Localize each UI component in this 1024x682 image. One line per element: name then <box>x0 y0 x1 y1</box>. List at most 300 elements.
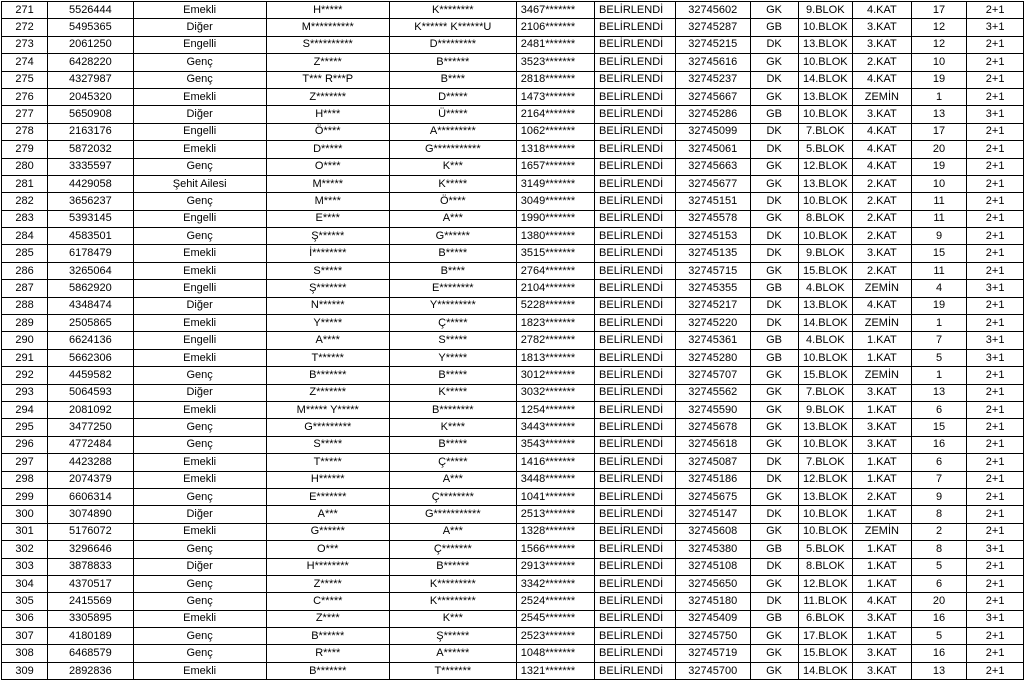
block-cell: 13.BLOK <box>798 488 852 505</box>
id-number-cell: 3543******* <box>516 436 594 453</box>
table-row <box>2 54 1024 71</box>
block-type-cell: GK <box>750 645 798 662</box>
row-number-cell: 276 <box>2 88 48 105</box>
unit-code-cell: 32745608 <box>675 523 750 540</box>
block-type-cell: DK <box>750 593 798 610</box>
last-name-cell: A********* <box>389 123 516 140</box>
block-type-cell: GK <box>750 158 798 175</box>
floor-cell: 2.KAT <box>852 262 911 279</box>
apartment-number-cell: 16 <box>911 436 966 453</box>
row-number-cell: 279 <box>2 141 48 158</box>
block-cell: 5.BLOK <box>798 141 852 158</box>
status-cell: BELİRLENDİ <box>595 558 676 575</box>
last-name-cell: B***** <box>389 436 516 453</box>
status-cell: BELİRLENDİ <box>595 662 676 679</box>
floor-cell: 3.KAT <box>852 36 911 53</box>
category-cell: Emekli <box>133 662 266 679</box>
floor-cell: ZEMİN <box>852 367 911 384</box>
room-type-cell: 2+1 <box>967 141 1024 158</box>
last-name-cell: K******** <box>389 2 516 19</box>
applicant-id-cell: 2415569 <box>48 593 134 610</box>
block-type-cell: GK <box>750 2 798 19</box>
floor-cell: 2.KAT <box>852 228 911 245</box>
last-name-cell: Ü***** <box>389 106 516 123</box>
category-cell: Genç <box>133 593 266 610</box>
unit-code-cell: 32745719 <box>675 645 750 662</box>
block-cell: 15.BLOK <box>798 262 852 279</box>
id-number-cell: 3515******* <box>516 245 594 262</box>
block-type-cell: GB <box>750 610 798 627</box>
apartment-number-cell: 15 <box>911 245 966 262</box>
floor-cell: 2.KAT <box>852 488 911 505</box>
id-number-cell: 2524******* <box>516 593 594 610</box>
block-cell: 9.BLOK <box>798 245 852 262</box>
block-cell: 10.BLOK <box>798 19 852 36</box>
block-type-cell: GB <box>750 541 798 558</box>
unit-code-cell: 32745186 <box>675 471 750 488</box>
category-cell: Diğer <box>133 297 266 314</box>
status-cell: BELİRLENDİ <box>595 628 676 645</box>
row-number-cell: 292 <box>2 367 48 384</box>
row-number-cell: 302 <box>2 541 48 558</box>
room-type-cell: 2+1 <box>967 628 1024 645</box>
floor-cell: ZEMİN <box>852 88 911 105</box>
applicant-id-cell: 5650908 <box>48 106 134 123</box>
block-cell: 10.BLOK <box>798 228 852 245</box>
applicant-id-cell: 3265064 <box>48 262 134 279</box>
room-type-cell: 2+1 <box>967 488 1024 505</box>
block-type-cell: DK <box>750 123 798 140</box>
first-name-cell: H****** <box>266 471 389 488</box>
first-name-cell: E**** <box>266 210 389 227</box>
category-cell: Genç <box>133 541 266 558</box>
row-number-cell: 290 <box>2 332 48 349</box>
applicant-id-cell: 5393145 <box>48 210 134 227</box>
floor-cell: 3.KAT <box>852 645 911 662</box>
first-name-cell: Ö**** <box>266 123 389 140</box>
apartment-number-cell: 8 <box>911 541 966 558</box>
id-number-cell: 1473******* <box>516 88 594 105</box>
floor-cell: 1.KAT <box>852 506 911 523</box>
block-cell: 10.BLOK <box>798 106 852 123</box>
block-cell: 12.BLOK <box>798 471 852 488</box>
block-cell: 9.BLOK <box>798 401 852 418</box>
row-number-cell: 299 <box>2 488 48 505</box>
floor-cell: 3.KAT <box>852 419 911 436</box>
apartment-number-cell: 17 <box>911 123 966 140</box>
apartment-number-cell: 5 <box>911 558 966 575</box>
table-row <box>2 193 1024 210</box>
last-name-cell: K**** <box>389 419 516 436</box>
status-cell: BELİRLENDİ <box>595 471 676 488</box>
row-number-cell: 303 <box>2 558 48 575</box>
room-type-cell: 2+1 <box>967 193 1024 210</box>
row-number-cell: 282 <box>2 193 48 210</box>
applicant-id-cell: 4772484 <box>48 436 134 453</box>
block-type-cell: GB <box>750 349 798 366</box>
last-name-cell: B**** <box>389 262 516 279</box>
room-type-cell: 2+1 <box>967 506 1024 523</box>
apartment-number-cell: 16 <box>911 645 966 662</box>
room-type-cell: 3+1 <box>967 332 1024 349</box>
table-row <box>2 332 1024 349</box>
id-number-cell: 2164******* <box>516 106 594 123</box>
last-name-cell: B***** <box>389 367 516 384</box>
apartment-number-cell: 1 <box>911 367 966 384</box>
unit-code-cell: 32745750 <box>675 628 750 645</box>
table-row <box>2 297 1024 314</box>
block-cell: 13.BLOK <box>798 88 852 105</box>
unit-code-cell: 32745147 <box>675 506 750 523</box>
floor-cell: ZEMİN <box>852 523 911 540</box>
applicant-id-cell: 5662306 <box>48 349 134 366</box>
row-number-cell: 271 <box>2 2 48 19</box>
apartment-number-cell: 4 <box>911 280 966 297</box>
block-cell: 10.BLOK <box>798 506 852 523</box>
block-cell: 13.BLOK <box>798 36 852 53</box>
unit-code-cell: 32745153 <box>675 228 750 245</box>
apartment-number-cell: 6 <box>911 454 966 471</box>
room-type-cell: 2+1 <box>967 471 1024 488</box>
table-row <box>2 2 1024 19</box>
unit-code-cell: 32745287 <box>675 19 750 36</box>
row-number-cell: 296 <box>2 436 48 453</box>
applicant-id-cell: 2163176 <box>48 123 134 140</box>
row-number-cell: 294 <box>2 401 48 418</box>
room-type-cell: 3+1 <box>967 106 1024 123</box>
status-cell: BELİRLENDİ <box>595 88 676 105</box>
row-number-cell: 304 <box>2 575 48 592</box>
unit-code-cell: 32745286 <box>675 106 750 123</box>
floor-cell: 1.KAT <box>852 541 911 558</box>
applicant-id-cell: 2074379 <box>48 471 134 488</box>
category-cell: Genç <box>133 645 266 662</box>
applicant-id-cell: 5872032 <box>48 141 134 158</box>
row-number-cell: 287 <box>2 280 48 297</box>
status-cell: BELİRLENDİ <box>595 645 676 662</box>
row-number-cell: 280 <box>2 158 48 175</box>
id-number-cell: 3523******* <box>516 54 594 71</box>
unit-code-cell: 32745663 <box>675 158 750 175</box>
block-cell: 4.BLOK <box>798 280 852 297</box>
block-cell: 10.BLOK <box>798 54 852 71</box>
block-cell: 13.BLOK <box>798 175 852 192</box>
floor-cell: 3.KAT <box>852 436 911 453</box>
table-row <box>2 628 1024 645</box>
room-type-cell: 2+1 <box>967 419 1024 436</box>
row-number-cell: 283 <box>2 210 48 227</box>
block-type-cell: GK <box>750 523 798 540</box>
table-row <box>2 349 1024 366</box>
first-name-cell: T****** <box>266 349 389 366</box>
first-name-cell: Z******* <box>266 384 389 401</box>
row-number-cell: 286 <box>2 262 48 279</box>
block-type-cell: DK <box>750 245 798 262</box>
apartment-number-cell: 13 <box>911 106 966 123</box>
block-type-cell: GK <box>750 262 798 279</box>
id-number-cell: 3012******* <box>516 367 594 384</box>
table-row <box>2 488 1024 505</box>
block-cell: 14.BLOK <box>798 662 852 679</box>
row-number-cell: 274 <box>2 54 48 71</box>
block-cell: 14.BLOK <box>798 315 852 332</box>
id-number-cell: 1813******* <box>516 349 594 366</box>
id-number-cell: 1321******* <box>516 662 594 679</box>
category-cell: Emekli <box>133 523 266 540</box>
id-number-cell: 1416******* <box>516 454 594 471</box>
last-name-cell: Y***** <box>389 349 516 366</box>
row-number-cell: 272 <box>2 19 48 36</box>
apartment-number-cell: 1 <box>911 315 966 332</box>
block-cell: 10.BLOK <box>798 193 852 210</box>
first-name-cell: G****** <box>266 523 389 540</box>
category-cell: Engelli <box>133 280 266 297</box>
block-type-cell: GB <box>750 332 798 349</box>
id-number-cell: 2481******* <box>516 36 594 53</box>
id-number-cell: 2513******* <box>516 506 594 523</box>
first-name-cell: S********** <box>266 36 389 53</box>
block-type-cell: GB <box>750 106 798 123</box>
room-type-cell: 3+1 <box>967 349 1024 366</box>
category-cell: Emekli <box>133 262 266 279</box>
applicant-id-cell: 4423288 <box>48 454 134 471</box>
unit-code-cell: 32745151 <box>675 193 750 210</box>
unit-code-cell: 32745220 <box>675 315 750 332</box>
first-name-cell: T***** <box>266 454 389 471</box>
first-name-cell: Ş******* <box>266 280 389 297</box>
room-type-cell: 2+1 <box>967 245 1024 262</box>
unit-code-cell: 32745409 <box>675 610 750 627</box>
block-type-cell: GK <box>750 401 798 418</box>
first-name-cell: Z**** <box>266 610 389 627</box>
row-number-cell: 285 <box>2 245 48 262</box>
unit-code-cell: 32745215 <box>675 36 750 53</box>
room-type-cell: 2+1 <box>967 436 1024 453</box>
block-type-cell: DK <box>750 297 798 314</box>
status-cell: BELİRLENDİ <box>595 506 676 523</box>
id-number-cell: 2764******* <box>516 262 594 279</box>
first-name-cell: D***** <box>266 141 389 158</box>
table-row <box>2 123 1024 140</box>
room-type-cell: 3+1 <box>967 19 1024 36</box>
apartment-number-cell: 9 <box>911 488 966 505</box>
status-cell: BELİRLENDİ <box>595 123 676 140</box>
category-cell: Emekli <box>133 471 266 488</box>
category-cell: Emekli <box>133 315 266 332</box>
row-number-cell: 284 <box>2 228 48 245</box>
id-number-cell: 3032******* <box>516 384 594 401</box>
block-type-cell: DK <box>750 558 798 575</box>
status-cell: BELİRLENDİ <box>595 332 676 349</box>
floor-cell: ZEMİN <box>852 280 911 297</box>
category-cell: Emekli <box>133 2 266 19</box>
apartment-number-cell: 20 <box>911 141 966 158</box>
unit-code-cell: 32745562 <box>675 384 750 401</box>
unit-code-cell: 32745707 <box>675 367 750 384</box>
table-row <box>2 593 1024 610</box>
block-cell: 11.BLOK <box>798 593 852 610</box>
floor-cell: 1.KAT <box>852 628 911 645</box>
table-row <box>2 610 1024 627</box>
apartment-number-cell: 11 <box>911 262 966 279</box>
apartment-number-cell: 6 <box>911 575 966 592</box>
unit-code-cell: 32745677 <box>675 175 750 192</box>
block-cell: 10.BLOK <box>798 349 852 366</box>
room-type-cell: 2+1 <box>967 88 1024 105</box>
id-number-cell: 3443******* <box>516 419 594 436</box>
table-body <box>2 2 1024 680</box>
room-type-cell: 2+1 <box>967 401 1024 418</box>
unit-code-cell: 32745280 <box>675 349 750 366</box>
floor-cell: 1.KAT <box>852 558 911 575</box>
last-name-cell: T******* <box>389 662 516 679</box>
floor-cell: 3.KAT <box>852 106 911 123</box>
status-cell: BELİRLENDİ <box>595 262 676 279</box>
id-number-cell: 3049******* <box>516 193 594 210</box>
first-name-cell: M***** <box>266 175 389 192</box>
block-type-cell: DK <box>750 71 798 88</box>
last-name-cell: Ö**** <box>389 193 516 210</box>
block-type-cell: DK <box>750 315 798 332</box>
block-type-cell: GK <box>750 419 798 436</box>
floor-cell: 3.KAT <box>852 19 911 36</box>
status-cell: BELİRLENDİ <box>595 523 676 540</box>
id-number-cell: 3342******* <box>516 575 594 592</box>
first-name-cell: N****** <box>266 297 389 314</box>
status-cell: BELİRLENDİ <box>595 384 676 401</box>
block-cell: 4.BLOK <box>798 332 852 349</box>
first-name-cell: C***** <box>266 593 389 610</box>
id-number-cell: 1041******* <box>516 488 594 505</box>
last-name-cell: A*** <box>389 471 516 488</box>
block-type-cell: DK <box>750 141 798 158</box>
status-cell: BELİRLENDİ <box>595 367 676 384</box>
floor-cell: 4.KAT <box>852 158 911 175</box>
id-number-cell: 1566******* <box>516 541 594 558</box>
category-cell: Engelli <box>133 210 266 227</box>
first-name-cell: B******* <box>266 367 389 384</box>
apartment-number-cell: 11 <box>911 210 966 227</box>
id-number-cell: 2818******* <box>516 71 594 88</box>
applicant-id-cell: 2505865 <box>48 315 134 332</box>
block-cell: 10.BLOK <box>798 436 852 453</box>
apartment-number-cell: 15 <box>911 419 966 436</box>
block-type-cell: GK <box>750 210 798 227</box>
applicant-id-cell: 2892836 <box>48 662 134 679</box>
block-type-cell: GK <box>750 436 798 453</box>
allocation-table <box>1 1 1024 680</box>
floor-cell: 4.KAT <box>852 2 911 19</box>
block-type-cell: DK <box>750 228 798 245</box>
category-cell: Şehit Ailesi <box>133 175 266 192</box>
apartment-number-cell: 1 <box>911 88 966 105</box>
floor-cell: 3.KAT <box>852 245 911 262</box>
applicant-id-cell: 5862920 <box>48 280 134 297</box>
last-name-cell: K***** <box>389 175 516 192</box>
room-type-cell: 2+1 <box>967 123 1024 140</box>
table-row <box>2 228 1024 245</box>
status-cell: BELİRLENDİ <box>595 297 676 314</box>
first-name-cell: B******* <box>266 662 389 679</box>
block-cell: 15.BLOK <box>798 645 852 662</box>
unit-code-cell: 32745700 <box>675 662 750 679</box>
apartment-number-cell: 19 <box>911 71 966 88</box>
category-cell: Genç <box>133 628 266 645</box>
applicant-id-cell: 5495365 <box>48 19 134 36</box>
block-type-cell: DK <box>750 471 798 488</box>
applicant-id-cell: 3074890 <box>48 506 134 523</box>
id-number-cell: 1657******* <box>516 158 594 175</box>
category-cell: Emekli <box>133 88 266 105</box>
table-row <box>2 245 1024 262</box>
last-name-cell: A****** <box>389 645 516 662</box>
unit-code-cell: 32745361 <box>675 332 750 349</box>
first-name-cell: Z***** <box>266 54 389 71</box>
applicant-id-cell: 4429058 <box>48 175 134 192</box>
applicant-id-cell: 4180189 <box>48 628 134 645</box>
last-name-cell: K********* <box>389 575 516 592</box>
unit-code-cell: 32745087 <box>675 454 750 471</box>
first-name-cell: Ş****** <box>266 228 389 245</box>
block-cell: 13.BLOK <box>798 419 852 436</box>
unit-code-cell: 32745650 <box>675 575 750 592</box>
row-number-cell: 277 <box>2 106 48 123</box>
id-number-cell: 2545******* <box>516 610 594 627</box>
id-number-cell: 5228******* <box>516 297 594 314</box>
unit-code-cell: 32745061 <box>675 141 750 158</box>
floor-cell: 4.KAT <box>852 123 911 140</box>
unit-code-cell: 32745237 <box>675 71 750 88</box>
category-cell: Emekli <box>133 610 266 627</box>
row-number-cell: 301 <box>2 523 48 540</box>
room-type-cell: 2+1 <box>967 228 1024 245</box>
block-type-cell: GK <box>750 628 798 645</box>
id-number-cell: 2782******* <box>516 332 594 349</box>
floor-cell: ZEMİN <box>852 315 911 332</box>
row-number-cell: 273 <box>2 36 48 53</box>
first-name-cell: Z***** <box>266 575 389 592</box>
status-cell: BELİRLENDİ <box>595 158 676 175</box>
table-row <box>2 88 1024 105</box>
room-type-cell: 3+1 <box>967 280 1024 297</box>
applicant-id-cell: 5064593 <box>48 384 134 401</box>
row-number-cell: 298 <box>2 471 48 488</box>
last-name-cell: B******** <box>389 401 516 418</box>
row-number-cell: 295 <box>2 419 48 436</box>
apartment-number-cell: 2 <box>911 523 966 540</box>
id-number-cell: 2104******* <box>516 280 594 297</box>
floor-cell: 1.KAT <box>852 575 911 592</box>
last-name-cell: B***** <box>389 245 516 262</box>
category-cell: Genç <box>133 193 266 210</box>
applicant-id-cell: 6468579 <box>48 645 134 662</box>
row-number-cell: 281 <box>2 175 48 192</box>
id-number-cell: 1254******* <box>516 401 594 418</box>
block-type-cell: GK <box>750 175 798 192</box>
category-cell: Emekli <box>133 141 266 158</box>
table-row <box>2 71 1024 88</box>
apartment-number-cell: 7 <box>911 471 966 488</box>
unit-code-cell: 32745217 <box>675 297 750 314</box>
unit-code-cell: 32745602 <box>675 2 750 19</box>
block-type-cell: GK <box>750 367 798 384</box>
status-cell: BELİRLENDİ <box>595 141 676 158</box>
last-name-cell: K****** K******U <box>389 19 516 36</box>
row-number-cell: 309 <box>2 662 48 679</box>
block-cell: 12.BLOK <box>798 158 852 175</box>
last-name-cell: K********* <box>389 593 516 610</box>
category-cell: Emekli <box>133 349 266 366</box>
